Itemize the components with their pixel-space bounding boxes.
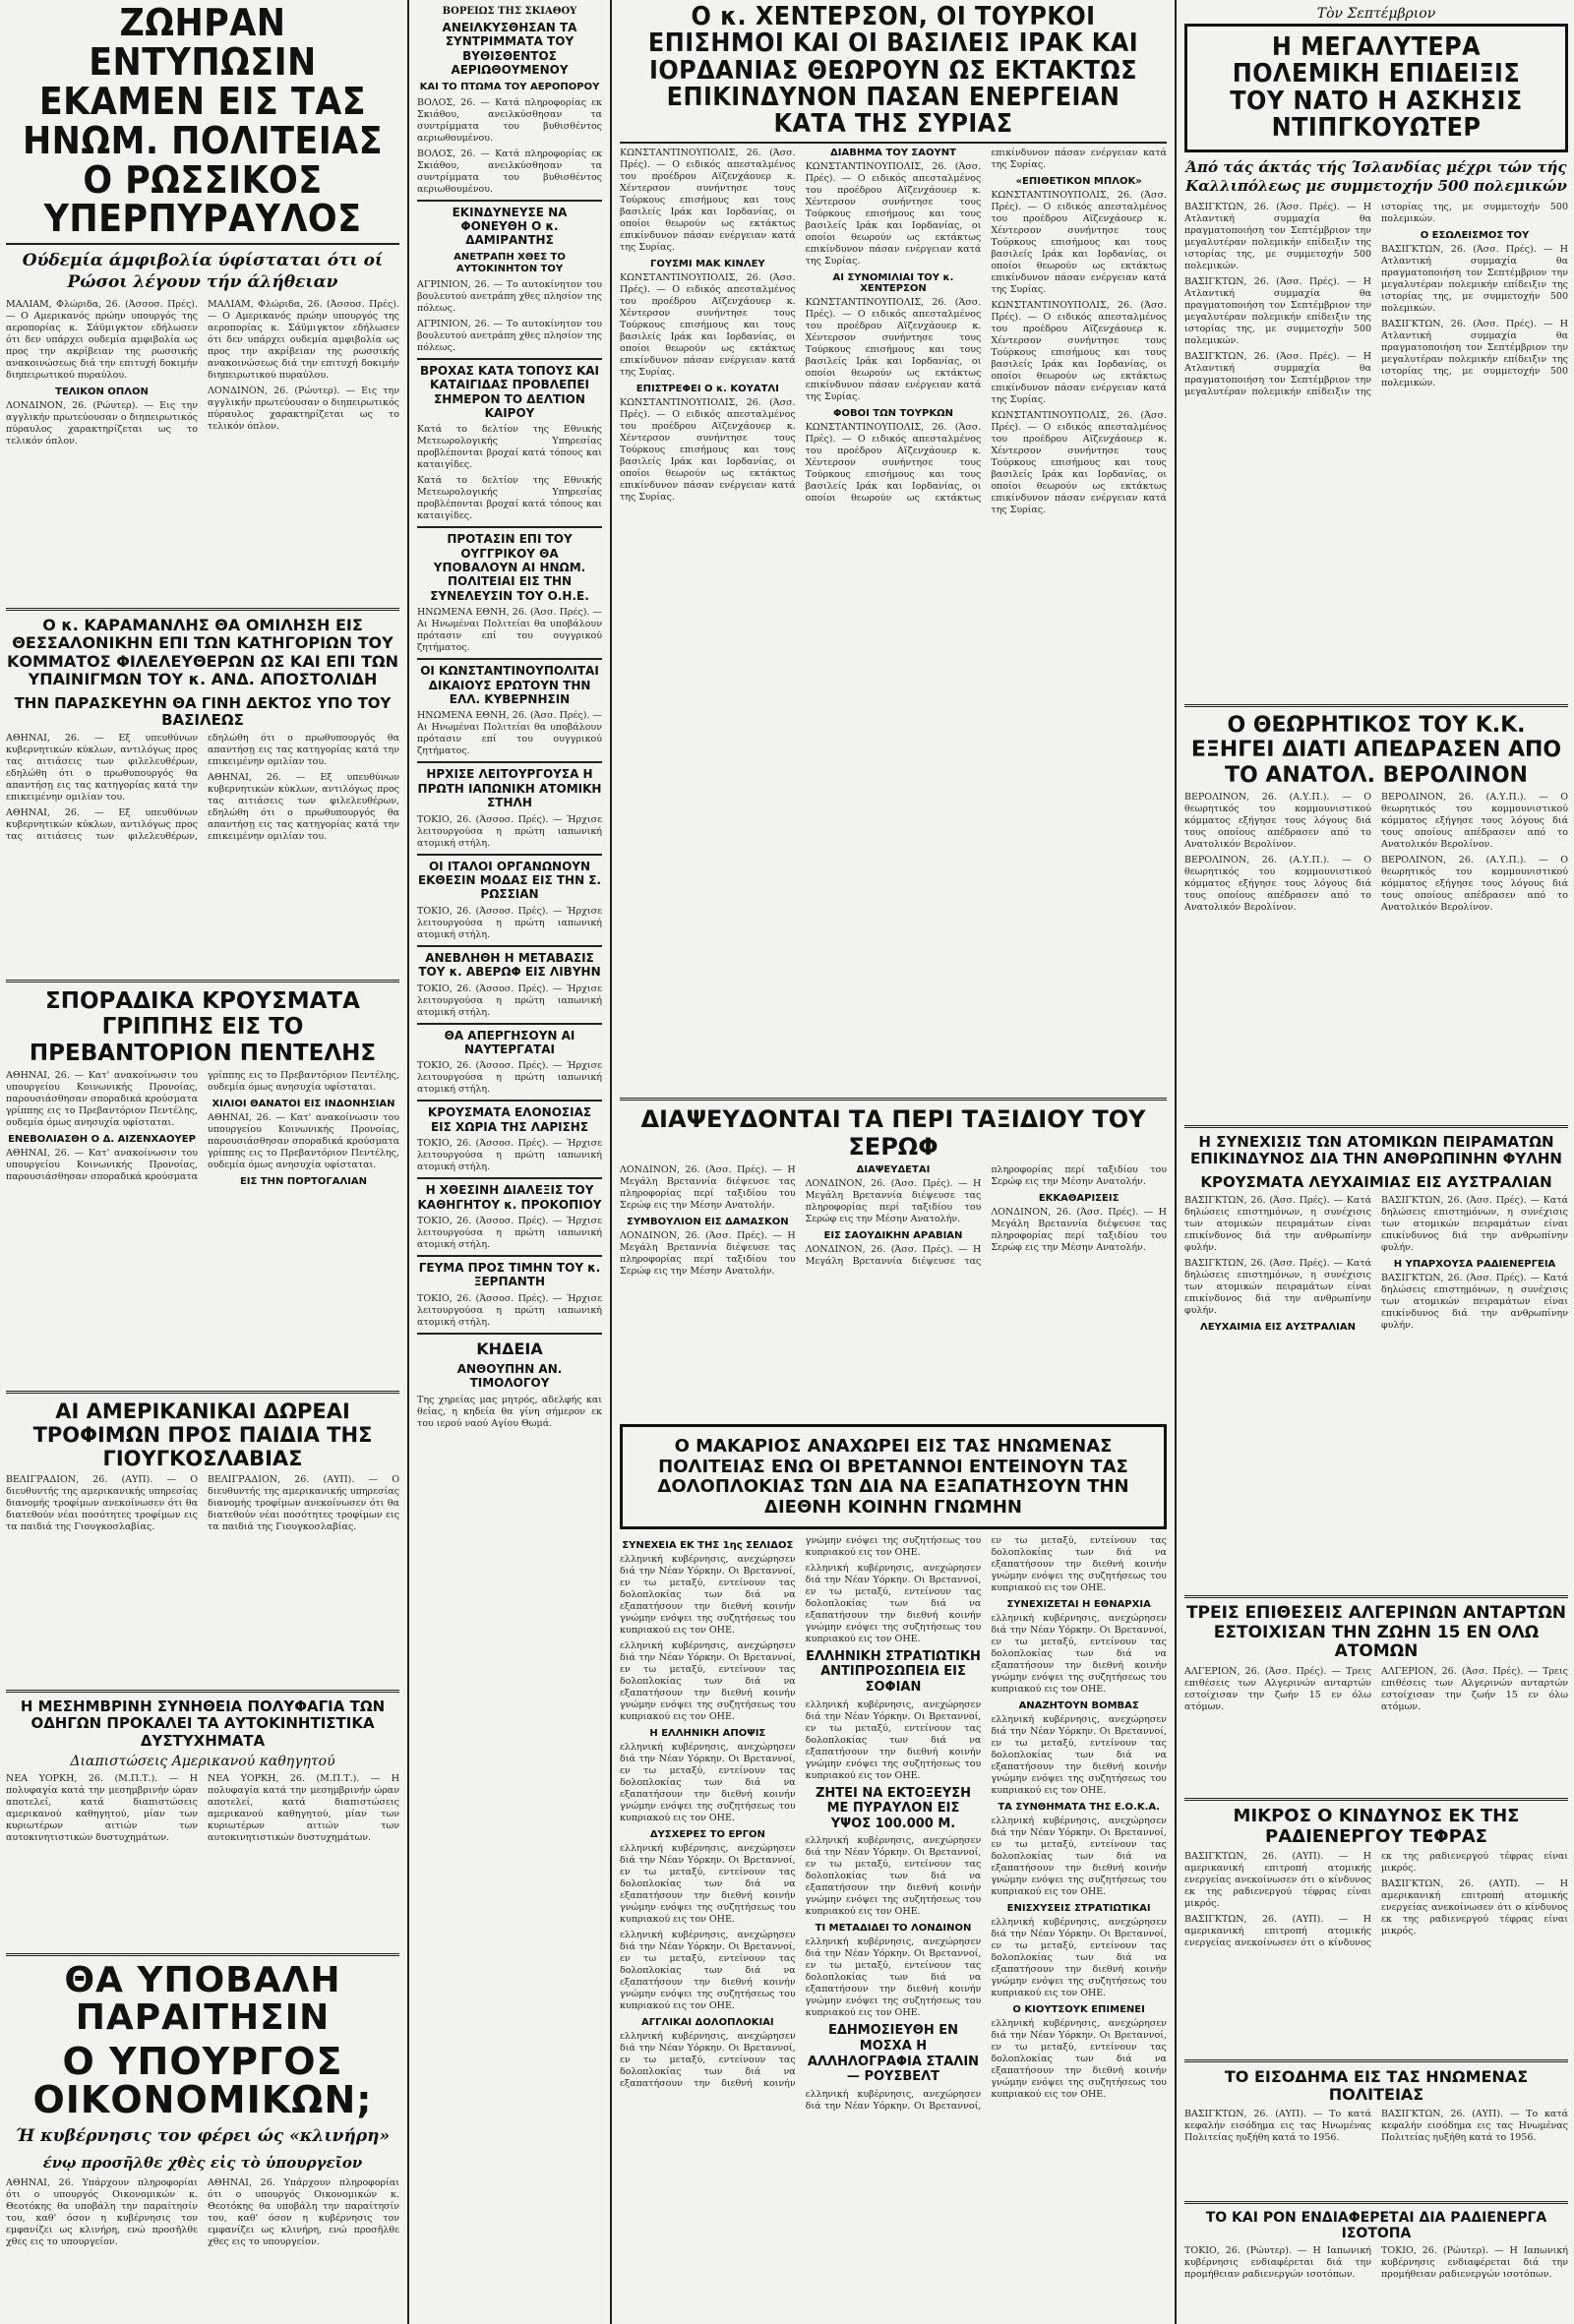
article-body: ΒΕΡΟΛΙΝΟΝ, 26. (Α.Υ.Π.). — Ο θεωρητικός του κομμουνιστικού κόμματος εξήγησε τους λόγους διά τους οποίους απέδρασεν από το Ανατολικόν Βερολίνον. — [1184, 854, 1371, 913]
article-body: ΑΘΗΝΑΙ, 26. Υπάρχουν πληροφορίαι ότι ο υπουργός Οικονομικών κ. Θεοτόκης θα υποβάλη την παραίτησίν του, καθ' όσον η κυβέρνησις τον εμφανίζει ως κλινήρη, ενώ προσῆλθε χθες εις το υπουργείον. — [6, 2177, 198, 2248]
article-body: ΛΟΝΔΙΝΟΝ, 26. (Ρώυτερ). — Εις την αγγλικήν πρωτεύουσαν ο διηπειρωτικός πύραυλος χαρακτηρίζεται ως το τελικόν όπλον. — [208, 385, 399, 432]
article-body: ελληνική κυβέρνησις, ανεχώρησεν διά την Νέαν Υόρκην. Οι Βρεταννοί, εν τω μεταξύ, εντείνουν τας δολοπλοκίας των διά να εξαπατήσουν την διεθνή κοινήν γνώμην ενόψει της συζητήσεως του κυπριακού εις τον ΟΗΕ. — [991, 2017, 1167, 2100]
article-body: ΒΕΛΙΓΡΑΔΙΟΝ, 26. (ΑΥΠ). — Ο διευθυντής της αμερικανικής υπηρεσίας διανομής τροφίμων ανεκοίνωσεν ότι θα διατεθούν νέαι ποσότητες τροφίμων εις τα παιδιά της Γιουγκοσλαβίας. — [6, 1474, 198, 1533]
section-heading: ΕΙΣ ΤΗΝ ΠΟΡΤΟΓΑΛΙΑΝ — [239, 1176, 368, 1188]
article-body: ΛΟΝΔΙΝΟΝ, 26. (Ρώυτερ). — Εις την αγγλικήν πρωτεύουσαν ο διηπειρωτικός πύραυλος χαρακτηρίζεται ως το τελικόν όπλον. — [6, 399, 198, 447]
funeral-name: ΑΝΘΟΥΠΗΝ ΑΝ. ΤΙΜΟΛΟΓΟΥ — [456, 1362, 563, 1391]
section-heading: Ο ΚΙΟΥΤΣΟΥΚ ΕΠΙΜΕΝΕΙ — [1012, 2003, 1145, 2015]
subheadline-nato-exercise: Άπό τάς άκτάς τής Ίσλανδίας μέχρι τών τής Καλλιπόλεως με συμμετοχήν 500 πολεμικών — [1185, 158, 1567, 195]
article-body: ελληνική κυβέρνησις, ανεχώρησεν διά την Νέαν Υόρκην. Οι Βρεταννοί, εν τω μεταξύ, εντείνουν τας δολοπλοκίας των διά να εξαπατήσουν την διεθνή κοινήν γνώμην ενόψει της συζητήσεως του κυπριακού εις τον ΟΗΕ. — [805, 1562, 982, 1644]
section-heading: ΔΙΑΨΕΥΔΕΤΑΙ — [856, 1164, 931, 1176]
subheadline-karamanlis: ΤΗΝ ΠΑΡΑΣΚΕΥΗΝ ΘΑ ΓΙΝΗ ΔΕΚΤΟΣ ΥΠΟ ΤΟΥ ΒΑΣΙΛΕΩΣ — [14, 693, 392, 729]
article-body: ΤΟΚΙΟ, 26. (Άσσοσ. Πρές). — Ήρχισε λειτουργούσα η πρώτη ιαπωνική ατομική στήλη. — [417, 1215, 602, 1250]
article-body: ΚΩΝΣΤΑΝΤΙΝΟΥΠΟΛΙΣ, 26. (Άσσ. Πρές). — Ο ειδικός απεσταλμένος του προέδρου Αϊζενχάουερ κ. Χέντερσον συνήντησε τους Τούρκους επισήμους και τους βασιλείς Ιράκ και Ιορδανίας, οι οποίοι θεωρούν ως εκτάκτως επικίνδυνον πάσαν ενέργειαν κατά της Συρίας. — [620, 272, 796, 379]
headline-income: ΤΟ ΕΙΣΟΔΗΜΑ ΕΙΣ ΤΑΣ ΗΝΩΜΕΝΑΣ ΠΟΛΙΤΕΙΑΣ — [1224, 2067, 1529, 2105]
headline-serov: ΔΙΑΨΕΥΔΟΝΤΑΙ ΤΑ ΠΕΡΙ ΤΑΞΙΔΙΟΥ ΤΟΥ ΣΕΡΩΦ — [640, 1105, 1146, 1161]
article-body: ελληνική κυβέρνησις, ανεχώρησεν διά την Νέαν Υόρκην. Οι Βρεταννοί, εν τω μεταξύ, εντείνουν τας δολοπλοκίας των διά να εξαπατήσουν την διεθνή κοινήν γνώμην ενόψει της συζητήσεως του κυπριακού εις τον ΟΗΕ. — [620, 1639, 796, 1722]
headline-flu: ΣΠΟΡΑΔΙΚΑ ΚΡΟΥΣΜΑΤΑ ΓΡΙΠΠΗΣ ΕΙΣ ΤΟ ΠΡΕΒΑΝΤΟΡΙΟΝ ΠΕΝΤΕΛΗΣ — [29, 988, 377, 1066]
article-body: ΚΩΝΣΤΑΝΤΙΝΟΥΠΟΛΙΣ, 26. (Άσσ. Πρές). — Ο ειδικός απεσταλμένος του προέδρου Αϊζενχάουερ κ. Χέντερσον συνήντησε τους Τούρκους επισήμους και τους βασιλείς Ιράκ και Ιορδανίας, οι οποίοι θεωρούν ως εκτάκτως επικίνδυνον πάσαν ενέργειαν κατά της Συρίας. — [805, 297, 982, 403]
article-body: ελληνική κυβέρνησις, ανεχώρησεν διά την Νέαν Υόρκην. Οι Βρεταννοί, εν τω μεταξύ, εντείνουν τας δολοπλοκίας των διά να εξαπατήσουν την διεθνή κοινήν γνώμην ενόψει της συζητήσεως του κυπριακού εις τον ΟΗΕ. — [991, 1916, 1167, 1998]
article-body: ΒΑΣΙΓΚΤΩΝ, 26. (Άσσ. Πρές). — Η Ατλαντική συμμαχία θα πραγματοποιήση τον Σεπτέμβριον την μεγαλυτέραν πολεμικήν επίδειξιν της ιστορίας της, με συμμετοχήν 500 πολεμικών. — [1184, 201, 1568, 397]
headline-russian-missile: ΖΩΗΡΑΝ ΕΝΤΥΠΩΣΙΝ ΕΚΑΜΕΝ ΕΙΣ ΤΑΣ ΗΝΩΜ. ΠΟΛΙΤΕΙΑΣ Ο ΡΩΣΣΙΚΟΣ ΥΠΕΡΠΥΡΑΥΛΟΣ — [22, 1, 384, 241]
article-body: ΒΑΣΙΓΚΤΩΝ, 26. (Άσσ. Πρές). — Κατά δηλώσεις επιστημόνων, η συνέχισις των ατομικών πειραμάτων είναι επικίνδυνος διά την ανθρωπίνην φυλήν. — [1381, 1194, 1568, 1253]
section-heading: Ο ΕΣΩΛΕΙΣΜΟΣ ΤΟΥ — [1420, 229, 1530, 241]
article-body: ΤΟΚΙΟ, 26. (Άσσοσ. Πρές). — Ήρχισε λειτουργούσα η πρώτη ιαπωνική ατομική στήλη. — [417, 1138, 602, 1173]
headline-atomic-tests: Η ΣΥΝΕΧΙΣΙΣ ΤΩΝ ΑΤΟΜΙΚΩΝ ΠΕΙΡΑΜΑΤΩΝ ΕΠΙΚΙΝΔΥΝΟΣ ΔΙΑ ΤΗΝ ΑΝΘΡΩΠΙΝΗΝ ΦΥΛΗΝ — [1190, 1133, 1562, 1168]
headline-dinner: ΓΕΥΜΑ ΠΡΟΣ ΤΙΜΗΝ ΤΟΥ κ. ΞΕΡΠΑΝΤΗ — [418, 1260, 601, 1289]
section-heading: ΣΥΜΒΟΥΛΙΟΝ ΕΙΣ ΔΑΜΑΣΚΟΝ — [626, 1217, 789, 1228]
headline-sailors: ΘΑ ΑΠΕΡΓΗΣΟΥΝ ΑΙ ΝΑΥΤΕΡΓΑΤΑΙ — [444, 1028, 575, 1056]
kicker-skiathos: ΒΟΡΕΙΩΣ ΤΗΣ ΣΚΙΑΘΟΥ — [442, 6, 577, 17]
funeral-notice: Της χηρείας μας μητρός, αδελφής και θείας, η κηδεία θα γίνη σήμερον εκ του ιερού ναού Αγίου Θωμά. — [417, 1394, 602, 1429]
article-body: ΚΩΝΣΤΑΝΤΙΝΟΥΠΟΛΙΣ, 26. (Άσσ. Πρές). — Ο ειδικός απεσταλμένος του προέδρου Αϊζενχάουερ κ. Χέντερσον συνήντησε τους Τούρκους επισήμους και τους βασιλείς Ιράκ και Ιορδανίας, οι οποίοι θεωρούν ως εκτάκτως επικίνδυνον πάσαν ενέργειαν κατά της Συρίας. — [991, 300, 1167, 406]
article-body: ΗΝΩΜΕΝΑ ΕΘΝΗ, 26. (Άσσ. Πρές). — Αι Ηνωμέναι Πολιτείαι θα υποβάλουν πρότασιν επί του ουγγρικού ζητήματος. — [417, 710, 602, 757]
article-body: ελληνική κυβέρνησις, ανεχώρησεν διά την Νέαν Υόρκην. Οι Βρεταννοί, εν τω μεταξύ, εντείνουν τας δολοπλοκίας των διά να εξαπατήσουν την διεθνή κοινήν γνώμην ενόψει της συζητήσεως του κυπριακού εις τον ΟΗΕ. — [805, 1534, 1167, 2112]
column-3 — [614, 0, 1173, 2324]
article-body: ΛΟΝΔΙΝΟΝ, 26. (Άσσ. Πρές). — Η Μεγάλη Βρεταννία διέψευσε τας πληροφορίας περί ταξιδίου του Σερώφ εις την Μέσην Ανατολήν. — [620, 1230, 796, 1278]
section-heading: Η ΕΛΛΗΝΙΚΗ ΑΠΟΨΙΣ — [649, 1727, 766, 1739]
headline-weather: ΒΡΟΧΑΣ ΚΑΤΑ ΤΟΠΟΥΣ ΚΑΙ ΚΑΤΑΙΓΙΔΑΣ ΠΡΟΒΛΕΠΕΙ ΣΗΜΕΡΟΝ ΤΟ ΔΕΛΤΙΟΝ ΚΑΙΡΟΥ — [419, 363, 600, 420]
article-body: ΑΓΡΙΝΙΟΝ, 26. — Το αυτοκίνητον του βουλευτού ανετράπη χθες πλησίον της πόλεως. — [417, 318, 602, 353]
headline-rocket-launch: ΖΗΤΕΙ ΝΑ ΕΚΤΟΞΕΥΣΗ ΜΕ ΠΥΡΑΥΛΟΝ ΕΙΣ ΥΨΟΣ 100.000 Μ. — [815, 1785, 971, 1831]
article-body: ΒΟΛΟΣ, 26. — Κατά πληροφορίας εκ Σκιάθου, ανειλκύσθησαν τα συντρίμματα του βυθισθέντος αεριωθουμένου. — [417, 96, 602, 144]
headline-lecture: Η ΧΘΕΣΙΝΗ ΔΙΑΛΕΞΙΣ ΤΟΥ ΚΑΘΗΓΗΤΟΥ κ. ΠΡΟΚΟΠΙΟΥ — [417, 1183, 602, 1212]
article-body: ΒΑΣΙΓΚΤΩΝ, 26. (Άσσ. Πρές). — Η Ατλαντική συμμαχία θα πραγματοποιήση τον Σεπτέμβριον την μεγαλυτέραν πολεμικήν επίδειξιν της ιστορίας της, με συμμετοχήν 500 πολεμικών. — [1381, 318, 1568, 388]
article-body: ΚΩΝΣΤΑΝΤΙΝΟΥΠΟΛΙΣ, 26. (Άσσ. Πρές). — Ο ειδικός απεσταλμένος του προέδρου Αϊζενχάουερ κ. Χέντερσον συνήντησε τους Τούρκους επισήμους και τους βασιλείς Ιράκ και Ιορδανίας, οι οποίοι θεωρούν ως εκτάκτως επικίνδυνον πάσαν ενέργειαν κατά της Συρίας. — [620, 397, 796, 504]
headline-averof: ΑΝΕΒΛΗΘΗ Η ΜΕΤΑΒΑΣΙΣ ΤΟΥ κ. ΑΒΕΡΩΦ ΕΙΣ ΛΙΒΥΗΝ — [418, 950, 601, 980]
column-4 — [1179, 0, 1574, 2324]
column-rule — [610, 0, 612, 2324]
article-body: ΤΟΚΙΟ, 26. (Άσσοσ. Πρές). — Ήρχισε λειτουργούσα η πρώτη ιαπωνική ατομική στήλη. — [417, 905, 602, 940]
section-heading: ΓΟΥΣΜΙ ΜΑΚ ΚΙΝΛΕΥ — [649, 259, 765, 270]
article-body: ΒΑΣΙΓΚΤΩΝ, 26. (Άσσ. Πρές). — Η Ατλαντική συμμαχία θα πραγματοποιήση τον Σεπτέμβριον την μεγαλυτέραν πολεμικήν επίδειξιν της ιστορίας της, με συμμετοχήν 500 πολεμικών. — [1184, 201, 1371, 271]
headline-stalin-roosevelt: ΕΔΗΜΟΣΙΕΥΘΗ ΕΝ ΜΟΣΧΑ Η ΑΛΛΗΛΟΓΡΑΦΙΑ ΣΤΑΛΙΝ — ΡΟΥΣΒΕΛΤ — [807, 2023, 980, 2085]
article-body: ελληνική κυβέρνησις, ανεχώρησεν διά την Νέαν Υόρκην. Οι Βρεταννοί, εν τω μεταξύ, εντείνουν τας δολοπλοκίας των διά να εξαπατήσουν την διεθνή κοινήν γνώμην ενόψει της συζητήσεως του κυπριακού εις τον ΟΗΕ. — [620, 1553, 796, 1636]
column-rule — [407, 0, 409, 2324]
subheadline-ministry: ένῳ προσῆλθε χθὲς εἰς τὸ ὑπουργεῖον — [42, 2153, 363, 2172]
section-heading: ΕΠΙΣΤΡΕΦΕΙ Ο κ. ΚΟΥΑΤΛΙ — [636, 384, 779, 395]
article-body: ΚΩΝΣΤΑΝΤΙΝΟΥΠΟΛΙΣ, 26. (Άσσ. Πρές). — Ο ειδικός απεσταλμένος του προέδρου Αϊζενχάουερ κ. Χέντερσον συνήντησε τους Τούρκους επισήμους και τους βασιλείς Ιράκ και Ιορδανίας, οι οποίοι θεωρούν ως εκτάκτως επικίνδυνον πάσαν ενέργειαν κατά της Συρίας. — [991, 190, 1167, 296]
article-body: ΤΟΚΙΟ, 26. (Άσσοσ. Πρές). — Ήρχισε λειτουργούσα η πρώτη ιαπωνική ατομική στήλη. — [417, 1292, 602, 1328]
section-heading: ΛΕΥΧΑΙΜΙΑ ΕΙΣ ΑΥΣΤΡΑΛΙΑΝ — [1199, 1321, 1356, 1333]
article-body: ΒΕΛΙΓΡΑΔΙΟΝ, 26. (ΑΥΠ). — Ο διευθυντής της αμερικανικής υπηρεσίας διανομής τροφίμων ανεκοίνωσεν ότι θα διατεθούν νέαι ποσότητες τροφίμων εις τα παιδιά της Γιουγκοσλαβίας. — [208, 1474, 399, 1533]
headline-hungary: ΠΡΟΤΑΣΙΝ ΕΠΙ ΤΟΥ ΟΥΓΓΡΙΚΟΥ ΘΑ ΥΠΟΒΑΛΟΥΝ ΑΙ ΗΝΩΜ. ΠΟΛΙΤΕΙΑΙ ΕΙΣ ΤΗΝ ΣΥΝΕΛΕΥΣΙΝ ΤΟΥ Ο.Η.Ε. — [430, 532, 589, 603]
kicker-september: Τὸν Σεπτέμβριον — [1316, 6, 1436, 22]
section-heading: ΧΙΛΙΟΙ ΘΑΝΑΤΟΙ ΕΙΣ ΙΝΔΟΝΗΣΙΑΝ — [212, 1099, 395, 1110]
article-body: ελληνική κυβέρνησις, ανεχώρησεν διά την Νέαν Υόρκην. Οι Βρεταννοί, εν τω μεταξύ, εντείνουν τας δολοπλοκίας των διά να εξαπατήσουν την διεθνή κοινήν γνώμην ενόψει της συζητήσεως του κυπριακού εις τον ΟΗΕ. — [620, 1534, 982, 2089]
article-body: ΒΑΣΙΓΚΤΩΝ, 26. (Άσσ. Πρές). — Η Ατλαντική συμμαχία θα πραγματοποιήση τον Σεπτέμβριον την μεγαλυτέραν πολεμικήν επίδειξιν της ιστορίας της, με συμμετοχήν 500 πολεμικών. — [1184, 275, 1371, 346]
headline-isotopes: ΤΟ ΚΑΙ ΡΟΝ ΕΝΔΙΑΦΕΡΕΤΑΙ ΔΙΑ ΡΑΔΙΕΝΕΡΓΑ ΙΣΟΤΟΠΑ — [1205, 2210, 1547, 2242]
section-heading: ΦΟΒΟΙ ΤΩΝ ΤΟΥΡΚΩΝ — [832, 408, 953, 420]
column-rule — [1175, 0, 1177, 2324]
article-body: ΒΕΡΟΛΙΝΟΝ, 26. (Α.Υ.Π.). — Ο θεωρητικός του κομμουνιστικού κόμματος εξήγησε τους λόγους διά τους οποίους απέδρασεν από το Ανατολικόν Βερολίνον. — [1184, 791, 1371, 850]
headline-constantinople: ΟΙ ΚΩΝΣΤΑΝΤΙΝΟΥΠΟΛΙΤΑΙ ΔΙΚΑΙΟΥΣ ΕΡΩΤΟΥΝ ΤΗΝ ΕΛΛ. ΚΥΒΕΡΝΗΣΙΝ — [420, 664, 599, 707]
article-body: ελληνική κυβέρνησις, ανεχώρησεν διά την Νέαν Υόρκην. Οι Βρεταννοί, εν τω μεταξύ, εντείνουν τας δολοπλοκίας των διά να εξαπατήσουν την διεθνή κοινήν γνώμην ενόψει της συζητήσεως του κυπριακού εις τον ΟΗΕ. — [805, 1835, 982, 1918]
article-body: ΚΩΝΣΤΑΝΤΙΝΟΥΠΟΛΙΣ, 26. (Άσσ. Πρές). — Ο ειδικός απεσταλμένος του προέδρου Αϊζενχάουερ κ. Χέντερσον συνήντησε τους Τούρκους επισήμους και τους βασιλείς Ιράκ και Ιορδανίας, οι οποίοι θεωρούν ως εκτάκτως επικίνδυνον πάσαν ενέργειαν κατά της Συρίας. — [805, 148, 1167, 505]
section-heading: ΕΚΚΑΘΑΡΙΣΕΙΣ — [1038, 1193, 1120, 1205]
article-body: ΑΘΗΝΑΙ, 26. — Κατ' ανακοίνωσιν του υπουργείου Κοινωνικής Προνοίας, παρουσιάσθησαν σποραδικά κρούσματα γρίππης εις το Πρεβαντόριον Πεντέλης, ουδεμία όμως ανησυχία υφίσταται. — [6, 1070, 399, 1183]
article-body: ΒΕΡΟΛΙΝΟΝ, 26. (Α.Υ.Π.). — Ο θεωρητικός του κομμουνιστικού κόμματος εξήγησε τους λόγους διά τους οποίους απέδρασεν από το Ανατολικόν Βερολίνον. — [1381, 854, 1568, 913]
column-1 — [0, 0, 405, 2324]
subheadline-drivers: Διαπιστώσεις Αμερικανού καθηγητού — [70, 1753, 335, 1769]
article-body: ΛΟΝΔΙΝΟΝ, 26. (Άσσ. Πρές). — Η Μεγάλη Βρεταννία διέψευσε τας πληροφορίας περί ταξιδίου του Σερώφ εις την Μέσην Ανατολήν. — [620, 1164, 796, 1212]
article-body: ΑΓΡΙΝΙΟΝ, 26. — Το αυτοκίνητον του βουλευτού ανετράπη χθες πλησίον της πόλεως. — [417, 278, 602, 314]
article-body: ελληνική κυβέρνησις, ανεχώρησεν διά την Νέαν Υόρκην. Οι Βρεταννοί, εν τω μεταξύ, εντείνουν τας δολοπλοκίας των διά να εξαπατήσουν την διεθνή κοινήν γνώμην ενόψει της συζητήσεως του κυπριακού εις τον ΟΗΕ. — [620, 1929, 796, 2011]
article-body: ΒΑΣΙΓΚΤΩΝ, 26. (Άσσ. Πρές). — Κατά δηλώσεις επιστημόνων, η συνέχισις των ατομικών πειραμάτων είναι επικίνδυνος διά την ανθρωπίνην φυλήν. — [1381, 1272, 1568, 1331]
article-body: ΤΟΚΙΟ, 26. (Άσσοσ. Πρές). — Ήρχισε λειτουργούσα η πρώτη ιαπωνική ατομική στήλη. — [417, 1060, 602, 1096]
article-body: ΛΟΝΔΙΝΟΝ, 26. (Άσσ. Πρές). — Η Μεγάλη Βρεταννία διέψευσε τας πληροφορίας περί ταξιδίου του Σερώφ εις την Μέσην Ανατολήν. — [805, 1178, 982, 1225]
section-heading: ΑΓΓΛΙΚΑΙ ΔΟΛΟΠΛΟΚΙΑΙ — [641, 2016, 774, 2028]
article-body: ΒΑΣΙΓΚΤΩΝ, 26. (Άσσ. Πρές). — Κατά δηλώσεις επιστημόνων, η συνέχισις των ατομικών πειραμάτων είναι επικίνδυνος διά την ανθρωπίνην φυλήν. — [1184, 1194, 1371, 1253]
article-body: ΒΑΣΙΓΚΤΩΝ, 26. (ΑΥΠ). — Η αμερικανική επιτροπή ατομικής ενεργείας ανεκοίνωσεν ότι ο κίνδυνος εκ της ραδιενεργού τέφρας είναι μικρός. — [1184, 1851, 1568, 1949]
article-body: ΝΕΑ ΥΟΡΚΗ, 26. (Μ.Π.Τ.). — Η πολυφαγία κατά την μεσημβρινήν ώραν αποτελεί, κατά διαπιστώσεις αμερικανού καθηγητού, μίαν των κυριωτέρων αιτιών των αυτοκινητιστικών δυστυχημάτων. — [208, 1772, 399, 1843]
headline-makarios: Ο ΜΑΚΑΡΙΟΣ ΑΝΑΧΩΡΕΙ ΕΙΣ ΤΑΣ ΗΝΩΜΕΝΑΣ ΠΟΛΙΤΕΙΑΣ ΕΝΩ ΟΙ ΒΡΕΤΑΝΝΟΙ ΕΝΤΕΙΝΟΥΝ ΤΑΣ ΔΟΛΟΠΛΟΚΙΑΣ ΤΩΝ ΔΙΑ ΝΑ ΕΞΑΠΑΤΗΣΟΥΝ ΤΗΝ ΔΙΕΘΝΗ ΚΟΙΝΗΝ ΓΝΩΜΗΝ — [657, 1436, 1129, 1519]
article-body: ελληνική κυβέρνησις, ανεχώρησεν διά την Νέαν Υόρκην. Οι Βρεταννοί, εν τω μεταξύ, εντείνουν τας δολοπλοκίας των διά να εξαπατήσουν την διεθνή κοινήν γνώμην ενόψει της συζητήσεως του κυπριακού εις τον ΟΗΕ. — [991, 1713, 1167, 1796]
section-heading: Η ΥΠΑΡΧΟΥΣΑ ΡΑΔΙΕΝΕΡΓΕΙΑ — [1393, 1258, 1556, 1270]
article-body: ΚΩΝΣΤΑΝΤΙΝΟΥΠΟΛΙΣ, 26. (Άσσ. Πρές). — Ο ειδικός απεσταλμένος του προέδρου Αϊζενχάουερ κ. Χέντερσον συνήντησε τους Τούρκους επισήμους και τους βασιλείς Ιράκ και Ιορδανίας, οι οποίοι θεωρούν ως εκτάκτως επικίνδυνον πάσαν ενέργειαν κατά της Συρίας. — [991, 410, 1167, 516]
subheadline-bedridden: Ή κυβέρνησις τον φέρει ώς «κλινήρη» — [15, 2126, 391, 2147]
section-heading: ΔΥΣΧΕΡΕΣ ΤΟ ΕΡΓΟΝ — [649, 1828, 765, 1840]
article-body: ΒΑΣΙΓΚΤΩΝ, 26. (ΑΥΠ). — Το κατά κεφαλήν εισόδημα εις τας Ηνωμένας Πολιτείας ηυξήθη κατά το 1956. — [1381, 2108, 1568, 2143]
article-body: ΤΟΚΙΟ, 26. (Ρώυτερ). — Η Ιαπωνική κυβέρνησις ενδιαφέρεται διά την προμήθειαν ραδιενεργών ισοτόπων. — [1381, 2245, 1568, 2281]
headline-malaria: ΚΡΟΥΣΜΑΤΑ ΕΛΟΝΟΣΙΑΣ ΕΙΣ ΧΩΡΙΑ ΤΗΣ ΛΑΡΙΣΗΣ — [427, 1105, 592, 1134]
headline-henderson: Ο κ. ΧΕΝΤΕΡΣΟΝ, ΟΙ ΤΟΥΡΚΟΙ ΕΠΙΣΗΜΟΙ ΚΑΙ ΟΙ ΒΑΣΙΛΕΙΣ ΙΡΑΚ ΚΑΙ ΙΟΡΔΑΝΙΑΣ ΘΕΩΡΟΥΝ ΩΣ ΕΚΤΑΚΤΩΣ ΕΠΙΚΙΝΔΥΝΟΝ ΠΑΣΑΝ ΕΝΕΡΓΕΙΑΝ ΚΑΤΑ ΤΗΣ ΣΥΡΙΑΣ — [647, 2, 1139, 140]
subheadline-russian-missile: Ούδεμία άμφιβολία ύφίσταται ότι οί Ρώσοι λέγουν τήν άλήθειαν — [22, 251, 384, 292]
section-heading: ΕΝΙΣΧΥΣΕΙΣ ΣΤΡΑΤΙΩΤΙΚΑΙ — [1006, 1902, 1151, 1914]
headline-drivers: Η ΜΕΣΗΜΒΡΙΝΗ ΣΥΝΗΘΕΙΑ ΠΟΛΥΦΑΓΙΑ ΤΩΝ ΟΔΗΓΩΝ ΠΡΟΚΑΛΕΙ ΤΑ ΑΥΤΟΚΙΝΗΤΙΣΤΙΚΑ ΔΥΣΤΥΧΗΜΑΤΑ — [20, 1698, 386, 1750]
article-body: ΒΟΛΟΣ, 26. — Κατά πληροφορίας εκ Σκιάθου, ανειλκύσθησαν τα συντρίμματα του βυθισθέντος αεριωθουμένου. — [417, 148, 602, 195]
article-body: ΛΟΝΔΙΝΟΝ, 26. (Άσσ. Πρές). — Η Μεγάλη Βρεταννία διέψευσε τας πληροφορίας περί ταξιδίου του Σερώφ εις την Μέσην Ανατολήν. — [805, 1164, 1167, 1268]
article-body: ΑΘΗΝΑΙ, 26. — Εξ υπευθύνων κυβερνητικών κύκλων, αντιλόγως προς τας αιτιάσεις των φιλελευθέρων, εδηλώθη ότι ο πρωθυπουργός θα απαντήσῃ εις τας κατηγορίας κατά την επικειμένην ομιλίαν του. — [6, 733, 399, 843]
headline-wreckage: ΑΝΕΙΛΚΥΣΘΗΣΑΝ ΤΑ ΣΥΝΤΡΙΜΜΑΤΑ ΤΟΥ ΒΥΘΙΣΘΕΝΤΟΣ ΑΕΡΙΩΘΟΥΜΕΝΟΥ — [442, 21, 577, 78]
article-body: ΒΑΣΙΓΚΤΩΝ, 26. (Άσσ. Πρές). — Η Ατλαντική συμμαχία θα πραγματοποιήση τον Σεπτέμβριον την μεγαλυτέραν πολεμικήν επίδειξιν της ιστορίας της, με συμμετοχήν 500 πολεμικών. — [1381, 243, 1568, 314]
funeral-heading: ΚΗΔΕΙΑ — [476, 1339, 543, 1358]
section-heading: ΑΙ ΣΥΝΟΜΙΛΙΑΙ ΤΟΥ κ. ΧΕΝΤΕΡΣΟΝ — [832, 272, 954, 295]
article-body: ΑΘΗΝΑΙ, 26. — Εξ υπευθύνων κυβερνητικών κύκλων, αντιλόγως προς τας αιτιάσεις των φιλελευθέρων, εδηλώθη ότι ο πρωθυπουργός θα απαντήσῃ εις τας κατηγορίας κατά την επικειμένην ομιλίαν του. — [208, 772, 399, 843]
headline-fallout: ΜΙΚΡΟΣ Ο ΚΙΝΔΥΝΟΣ ΕΚ ΤΗΣ ΡΑΔΙΕΝΕΡΓΟΥ ΤΕΦΡΑΣ — [1233, 1806, 1520, 1847]
section-heading: ΕΙΣ ΣΑΟΥΔΙΚΗΝ ΑΡΑΒΙΑΝ — [823, 1230, 963, 1242]
headline-resignation: ΘΑ ΥΠΟΒΑΛΗ ΠΑΡΑΙΤΗΣΙΝ — [64, 1960, 341, 2038]
article-body: ΝΕΑ ΥΟΡΚΗ, 26. (Μ.Π.Τ.). — Η πολυφαγία κατά την μεσημβρινήν ώραν αποτελεί, κατά διαπιστώσεις αμερικανού καθηγητού, μίαν των κυριωτέρων αιτιών των αυτοκινητιστικών δυστυχημάτων. — [6, 1772, 198, 1843]
article-body: ελληνική κυβέρνησις, ανεχώρησεν διά την Νέαν Υόρκην. Οι Βρεταννοί, εν τω μεταξύ, εντείνουν τας δολοπλοκίας των διά να εξαπατήσουν την διεθνή κοινήν γνώμην ενόψει της συζητήσεως του κυπριακού εις τον ΟΗΕ. — [805, 1698, 982, 1781]
headline-east-berlin: Ο ΘΕΩΡΗΤΙΚΟΣ ΤΟΥ Κ.Κ. ΕΞΗΓΕΙ ΔΙΑΤΙ ΑΠΕΔΡΑΣΕΝ ΑΠΟ ΤΟ ΑΝΑΤΟΛ. ΒΕΡΟΛΙΝΟΝ — [1190, 713, 1562, 788]
article-body: ΗΝΩΜΕΝΑ ΕΘΝΗ, 26. (Άσσ. Πρές). — Αι Ηνωμέναι Πολιτείαι θα υποβάλουν πρότασιν επί του ουγγρικού ζητήματος. — [417, 607, 602, 654]
subheadline-car: ΑΝΕΤΡΑΠΗ ΧΘΕΣ ΤΟ ΑΥΤΟΚΙΝΗΤΟΝ ΤΟΥ — [454, 251, 566, 274]
article-body: ΒΑΣΙΓΚΤΩΝ, 26. (ΑΥΠ). — Η αμερικανική επιτροπή ατομικής ενεργείας ανεκοίνωσεν ότι ο κίνδυνος εκ της ραδιενεργού τέφρας είναι μικρός. — [1184, 1851, 1371, 1910]
article-body: ελληνική κυβέρνησις, ανεχώρησεν διά την Νέαν Υόρκην. Οι Βρεταννοί, εν τω μεταξύ, εντείνουν τας δολοπλοκίας των διά να εξαπατήσουν την διεθνή κοινήν γνώμην ενόψει της συζητήσεως του κυπριακού εις τον ΟΗΕ. — [620, 1741, 796, 1823]
headline-nato-exercise: Η ΜΕΓΑΛΥΤΕΡΑ ΠΟΛΕΜΙΚΗ ΕΠΙΔΕΙΞΙΣ ΤΟΥ ΝΑΤΟ Η ΑΣΚΗΣΙΣ ΝΤΙΠΓΚΟΥΩΤΕΡ — [1230, 32, 1523, 143]
article-body: ΒΕΡΟΛΙΝΟΝ, 26. (Α.Υ.Π.). — Ο θεωρητικός του κομμουνιστικού κόμματος εξήγησε τους λόγους διά τους οποίους απέδρασεν από το Ανατολικόν Βερολίνον. — [1381, 791, 1568, 850]
headline-algeria: ΤΡΕΙΣ ΕΠΙΘΕΣΕΙΣ ΑΛΓΕΡΙΝΩΝ ΑΝΤΑΡΤΩΝ ΕΣΤΟΙΧΙΣΑΝ ΤΗΝ ΖΩΗΝ 15 ΕΝ ΟΛΩ ΑΤΟΜΩΝ — [1185, 1603, 1567, 1662]
article-body: ΑΘΗΝΑΙ, 26. Υπάρχουν πληροφορίαι ότι ο υπουργός Οικονομικών κ. Θεοτόκης θα υποβάλη την παραίτησίν του, καθ' όσον η κυβέρνησις τον εμφανίζει ως κλινήρη, ενώ προσῆλθε χθες εις το υπουργείον. — [208, 2177, 399, 2248]
headline-damirantis: ΕΚΙΝΔΥΝΕΥΣΕ ΝΑ ΦΟΝΕΥΘΗ Ο κ. ΔΑΜΙΡΑΝΤΗΣ — [452, 205, 568, 248]
article-body: ΚΩΝΣΤΑΝΤΙΝΟΥΠΟΛΙΣ, 26. (Άσσ. Πρές). — Ο ειδικός απεσταλμένος του προέδρου Αϊζενχάουερ κ. Χέντερσον συνήντησε τους Τούρκους επισήμους και τους βασιλείς Ιράκ και Ιορδανίας, οι οποίοι θεωρούν ως εκτάκτως επικίνδυνον πάσαν ενέργειαν κατά της Συρίας. — [805, 161, 982, 268]
headline-military-mission: ΕΛΛΗΝΙΚΗ ΣΤΡΑΤΙΩΤΙΚΗ ΑΝΤΙΠΡΟΣΩΠΕΙΑ ΕΙΣ ΣΟΦΙΑΝ — [806, 1648, 981, 1695]
article-body: ΑΘΗΝΑΙ, 26. — Κατ' ανακοίνωσιν του υπουργείου Κοινωνικής Προνοίας, παρουσιάσθησαν σποραδικά κρούσματα γρίππης εις το Πρεβαντόριον Πεντέλης, ουδεμία όμως ανησυχία υφίσταται. — [208, 1112, 399, 1171]
article-body: ΑΛΓΕΡΙΟΝ, 26. (Άσσ. Πρές). — Τρεις επιθέσεις των Αλγερινών ανταρτών εστοίχισαν την ζωήν 15 εν όλω ατόμων. — [1184, 1665, 1371, 1712]
headline-fashion: ΟΙ ΙΤΑΛΟΙ ΟΡΓΑΝΩΝΟΥΝ ΕΚΘΕΣΙΝ ΜΟΔΑΣ ΕΙΣ ΤΗΝ Σ. ΡΩΣΣΙΑΝ — [417, 859, 602, 902]
headline-food-aid: ΑΙ ΑΜΕΡΙΚΑΝΙΚΑΙ ΔΩΡΕΑΙ ΤΡΟΦΙΜΩΝ ΠΡΟΣ ΠΑΙΔΙΑ ΤΗΣ ΓΙΟΥΓΚΟΣΛΑΒΙΑΣ — [32, 1400, 373, 1471]
article-body: ελληνική κυβέρνησις, ανεχώρησεν διά την Νέαν Υόρκην. Οι Βρεταννοί, εν τω μεταξύ, εντείνουν τας δολοπλοκίας των διά να εξαπατήσουν την διεθνή κοινήν γνώμην ενόψει της συζητήσεως του κυπριακού εις τον ΟΗΕ. — [620, 1842, 796, 1925]
article-body: Κατά το δελτίον της Εθνικής Μετεωρολογικής Υπηρεσίας προβλέπονται βροχαί κατά τόπους και καταιγίδες. — [417, 475, 602, 522]
article-body: ΛΟΝΔΙΝΟΝ, 26. (Άσσ. Πρές). — Η Μεγάλη Βρεταννία διέψευσε τας πληροφορίας περί ταξιδίου του Σερώφ εις την Μέσην Ανατολήν. — [991, 1207, 1167, 1254]
article-body: ΒΑΣΙΓΚΤΩΝ, 26. (ΑΥΠ). — Το κατά κεφαλήν εισόδημα εις τας Ηνωμένας Πολιτείας ηυξήθη κατά το 1956. — [1184, 2108, 1371, 2143]
article-body: ΑΘΗΝΑΙ, 26. — Εξ υπευθύνων κυβερνητικών κύκλων, αντιλόγως προς τας αιτιάσεις των φιλελευθέρων, εδηλώθη ότι ο πρωθυπουργός θα απαντήσῃ εις τας κατηγορίας κατά την επικειμένην ομιλίαν του. — [6, 733, 198, 804]
article-body: ΤΟΚΙΟ, 26. (Ρώυτερ). — Η Ιαπωνική κυβέρνησις ενδιαφέρεται διά την προμήθειαν ραδιενεργών ισοτόπων. — [1184, 2245, 1371, 2281]
section-heading: ΤΙ ΜΕΤΑΔΙΔΕΙ ΤΟ ΛΟΝΔΙΝΟΝ — [815, 1923, 972, 1935]
article-body: ΜΑΛΙΑΜ, Φλώριδα, 26. (Άσσοσ. Πρές). — Ο Αμερικανός πρώην υπουργός της αεροπορίας κ. Σάϋμιγκτον εδήλωσεν ότι δεν υπάρχει ουδεμία αμφιβολία ως προς την ακρίβειαν της ρωσσικής ανακοινώσεως διά την επιτυχή δοκιμήν διηπειρωτικού πυραύλου. — [6, 298, 198, 381]
article-body: Κατά το δελτίον της Εθνικής Μετεωρολογικής Υπηρεσίας προβλέπονται βροχαί κατά τόπους και καταιγίδες. — [417, 424, 602, 471]
headline-atomic-pile: ΗΡΧΙΣΕ ΛΕΙΤΟΥΡΓΟΥΣΑ Η ΠΡΩΤΗ ΙΑΠΩΝΙΚΗ ΑΤΟΜΙΚΗ ΣΤΗΛΗ — [417, 767, 602, 810]
article-body: ελληνική κυβέρνησις, ανεχώρησεν διά την Νέαν Υόρκην. Οι Βρεταννοί, εν τω μεταξύ, εντείνουν τας δολοπλοκίας των διά να εξαπατήσουν την διεθνή κοινήν γνώμην ενόψει της συζητήσεως του κυπριακού εις τον ΟΗΕ. — [805, 1937, 982, 2019]
article-body: ΒΑΣΙΓΚΤΩΝ, 26. (Άσσ. Πρές). — Κατά δηλώσεις επιστημόνων, η συνέχισις των ατομικών πειραμάτων είναι επικίνδυνος διά την ανθρωπίνην φυλήν. — [1184, 1257, 1371, 1316]
article-body: ΤΟΚΙΟ, 26. (Άσσοσ. Πρές). — Ήρχισε λειτουργούσα η πρώτη ιαπωνική ατομική στήλη. — [417, 983, 602, 1018]
section-heading: ΣΥΝΕΧΙΖΕΤΑΙ Η ΕΘΝΑΡΧΙΑ — [1006, 1598, 1151, 1610]
subheadline-leukemia: ΚΡΟΥΣΜΑΤΑ ΛΕΥΧΑΙΜΙΑΣ ΕΙΣ ΑΥΣΤΡΑΛΙΑΝ — [1200, 1172, 1552, 1191]
section-heading: ΕΝΕΒΟΛΙΑΣΘΗ Ο Δ. ΑΙΖΕΝΧΑΟΥΕΡ — [8, 1134, 196, 1146]
headline-karamanlis: Ο κ. ΚΑΡΑΜΑΝΛΗΣ ΘΑ ΟΜΙΛΗΣΗ ΕΙΣ ΘΕΣΣΑΛΟΝΙΚΗΝ ΕΠΙ ΤΩΝ ΚΑΤΗΓΟΡΙΩΝ ΤΟΥ ΚΟΜΜΑΤΟΣ ΦΙΛΕΛΕΥΘΕΡΩΝ ΩΣ ΚΑΙ ΕΠΙ ΤΩΝ ΥΠΑΙΝΙΓΜΩΝ ΤΟΥ κ. ΑΝΔ. ΑΠΟΣΤΟΛΙΔΗ — [7, 616, 398, 689]
continuation-note: ΣΥΝΕΧΕΙΑ ΕΚ ΤΗΣ 1ης ΣΕΛΙΔΟΣ — [622, 1539, 794, 1551]
article-body: ελληνική κυβέρνησις, ανεχώρησεν διά την Νέαν Υόρκην. Οι Βρεταννοί, εν τω μεταξύ, εντείνουν τας δολοπλοκίας των διά να εξαπατήσουν την διεθνή κοινήν γνώμην ενόψει της συζητήσεως του κυπριακού εις τον ΟΗΕ. — [991, 1815, 1167, 1897]
article-body: ΤΟΚΙΟ, 26. (Άσσοσ. Πρές). — Ήρχισε λειτουργούσα η πρώτη ιαπωνική ατομική στήλη. — [417, 813, 602, 849]
section-heading: ΔΙΑΒΗΜΑ ΤΟΥ ΣΑΟΥΝΤ — [830, 148, 956, 159]
section-heading: ΑΝΑΖΗΤΟΥΝ ΒΟΜΒΑΣ — [1018, 1699, 1139, 1711]
article-body: ΜΑΛΙΑΜ, Φλώριδα, 26. (Άσσοσ. Πρές). — Ο Αμερικανός πρώην υπουργός της αεροπορίας κ. Σάϋμιγκτον εδήλωσεν ότι δεν υπάρχει ουδεμία αμφιβολία ως προς την ακρίβειαν της ρωσσικής ανακοινώσεως διά την επιτυχή δοκιμήν διηπειρωτικού πυραύλου. — [208, 298, 399, 381]
section-heading: «ΕΠΙΘΕΤΙΚΟΝ ΜΠΛΟΚ» — [1015, 176, 1142, 188]
article-body: ΑΛΓΕΡΙΟΝ, 26. (Άσσ. Πρές). — Τρεις επιθέσεις των Αλγερινών ανταρτών εστοίχισαν την ζωήν 15 εν όλω ατόμων. — [1381, 1665, 1568, 1712]
article-body: ελληνική κυβέρνησις, ανεχώρησεν διά την Νέαν Υόρκην. Οι Βρεταννοί, εν τω μεταξύ, εντείνουν τας δολοπλοκίας των διά να εξαπατήσουν την διεθνή κοινήν γνώμην ενόψει της συζητήσεως του κυπριακού εις τον ΟΗΕ. — [991, 1612, 1167, 1695]
section-heading: ΤΑ ΣΥΝΘΗΜΑΤΑ ΤΗΣ Ε.Ο.Κ.Α. — [998, 1801, 1160, 1813]
article-body: ΚΩΝΣΤΑΝΤΙΝΟΥΠΟΛΙΣ, 26. (Άσσ. Πρές). — Ο ειδικός απεσταλμένος του προέδρου Αϊζενχάουερ κ. Χέντερσον συνήντησε τους Τούρκους επισήμους και τους βασιλείς Ιράκ και Ιορδανίας, οι οποίοι θεωρούν ως εκτάκτως επικίνδυνον πάσαν ενέργειαν κατά της Συρίας. — [620, 148, 796, 254]
article-body: ΒΑΣΙΓΚΤΩΝ, 26. (ΑΥΠ). — Η αμερικανική επιτροπή ατομικής ενεργείας ανεκοίνωσεν ότι ο κίνδυνος εκ της ραδιενεργού τέφρας είναι μικρός. — [1381, 1878, 1568, 1937]
headline-finance-minister: Ο ΥΠΟΥΡΓΟΣ ΟΙΚΟΝΟΜΙΚΩΝ; — [32, 2039, 373, 2122]
article-body: ΑΘΗΝΑΙ, 26. — Κατ' ανακοίνωσιν του υπουργείου Κοινωνικής Προνοίας, παρουσιάσθησαν σποραδικά κρούσματα γρίππης εις το Πρεβαντόριον Πεντέλης, ουδεμία όμως ανησυχία υφίσταται. — [6, 1070, 198, 1129]
section-heading: ΤΕΛΙΚΟΝ ΟΠΛΟΝ — [55, 386, 149, 397]
subheadline-pilot: ΚΑΙ ΤΟ ΠΤΩΜΑ ΤΟΥ ΑΕΡΟΠΟΡΟΥ — [419, 81, 600, 92]
column-2 — [411, 0, 608, 2324]
